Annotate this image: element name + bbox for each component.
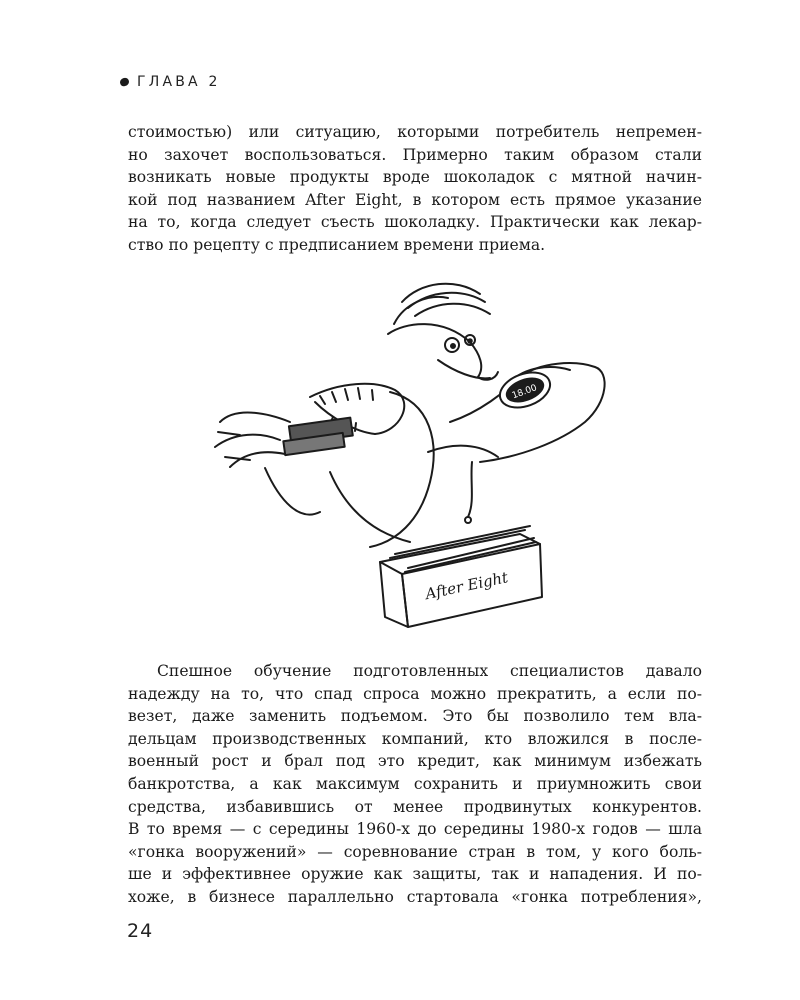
page-number: 24: [127, 920, 154, 942]
text-line: Спешное обучение подготовленных специалистов давало: [157, 662, 702, 680]
paragraph-1: [128, 121, 702, 257]
text-line: но захочет воспользоваться. Примерно таким образом стали: [128, 145, 702, 164]
text-line: стоимостью) или ситуацию, которыми потребитель непремен-: [128, 123, 702, 141]
text-line: на то, когда следует съесть шоколадку. Практически как лекар-: [128, 213, 702, 232]
text-line: везет, даже заменить подъемом. Это бы позволило тем вла-: [128, 707, 702, 726]
text-line: возникать новые продукты вроде шоколадок с мятной начин-: [128, 168, 702, 187]
text-line: средства, избавившись от менее продвинутых конкурентов.: [128, 797, 702, 816]
chapter-label: ГЛАВА 2: [137, 74, 221, 90]
watch-label: 18.00: [510, 383, 539, 402]
text-line: хоже, в бизнесе параллельно стартовала «гонка потребления»,: [128, 887, 702, 906]
text-line: «гонка вооружений» — соревнование стран в том, у кого боль-: [128, 842, 702, 861]
text-line: банкротства, а как максимум сохранить и приумножить свои: [128, 774, 702, 793]
paragraph-2: [128, 660, 702, 909]
man-eating-chocolates-illustration-icon: [215, 284, 605, 627]
text-line: кой под названием After Eight, в котором есть прямое указание: [128, 190, 702, 209]
bullet-icon: [119, 77, 130, 87]
text-line: надежду на то, что спад спроса можно прекратить, а если по-: [128, 684, 702, 703]
chapter-header: [120, 74, 221, 90]
text-line: дельцам производственных компаний, кто вложился в после-: [128, 729, 702, 748]
box-label: After Eight: [423, 568, 510, 604]
illustration: [180, 272, 630, 647]
text-line: В то время — с середины 1960-х до середины 1980-х годов — шла: [128, 820, 702, 839]
text-line: ство по рецепту с предписанием времени приема.: [128, 235, 546, 254]
text-line: ше и эффективнее оружие как защиты, так и нападения. И по-: [128, 865, 702, 884]
text-line: военный рост и брал под это кредит, как минимум избежать: [128, 752, 702, 771]
